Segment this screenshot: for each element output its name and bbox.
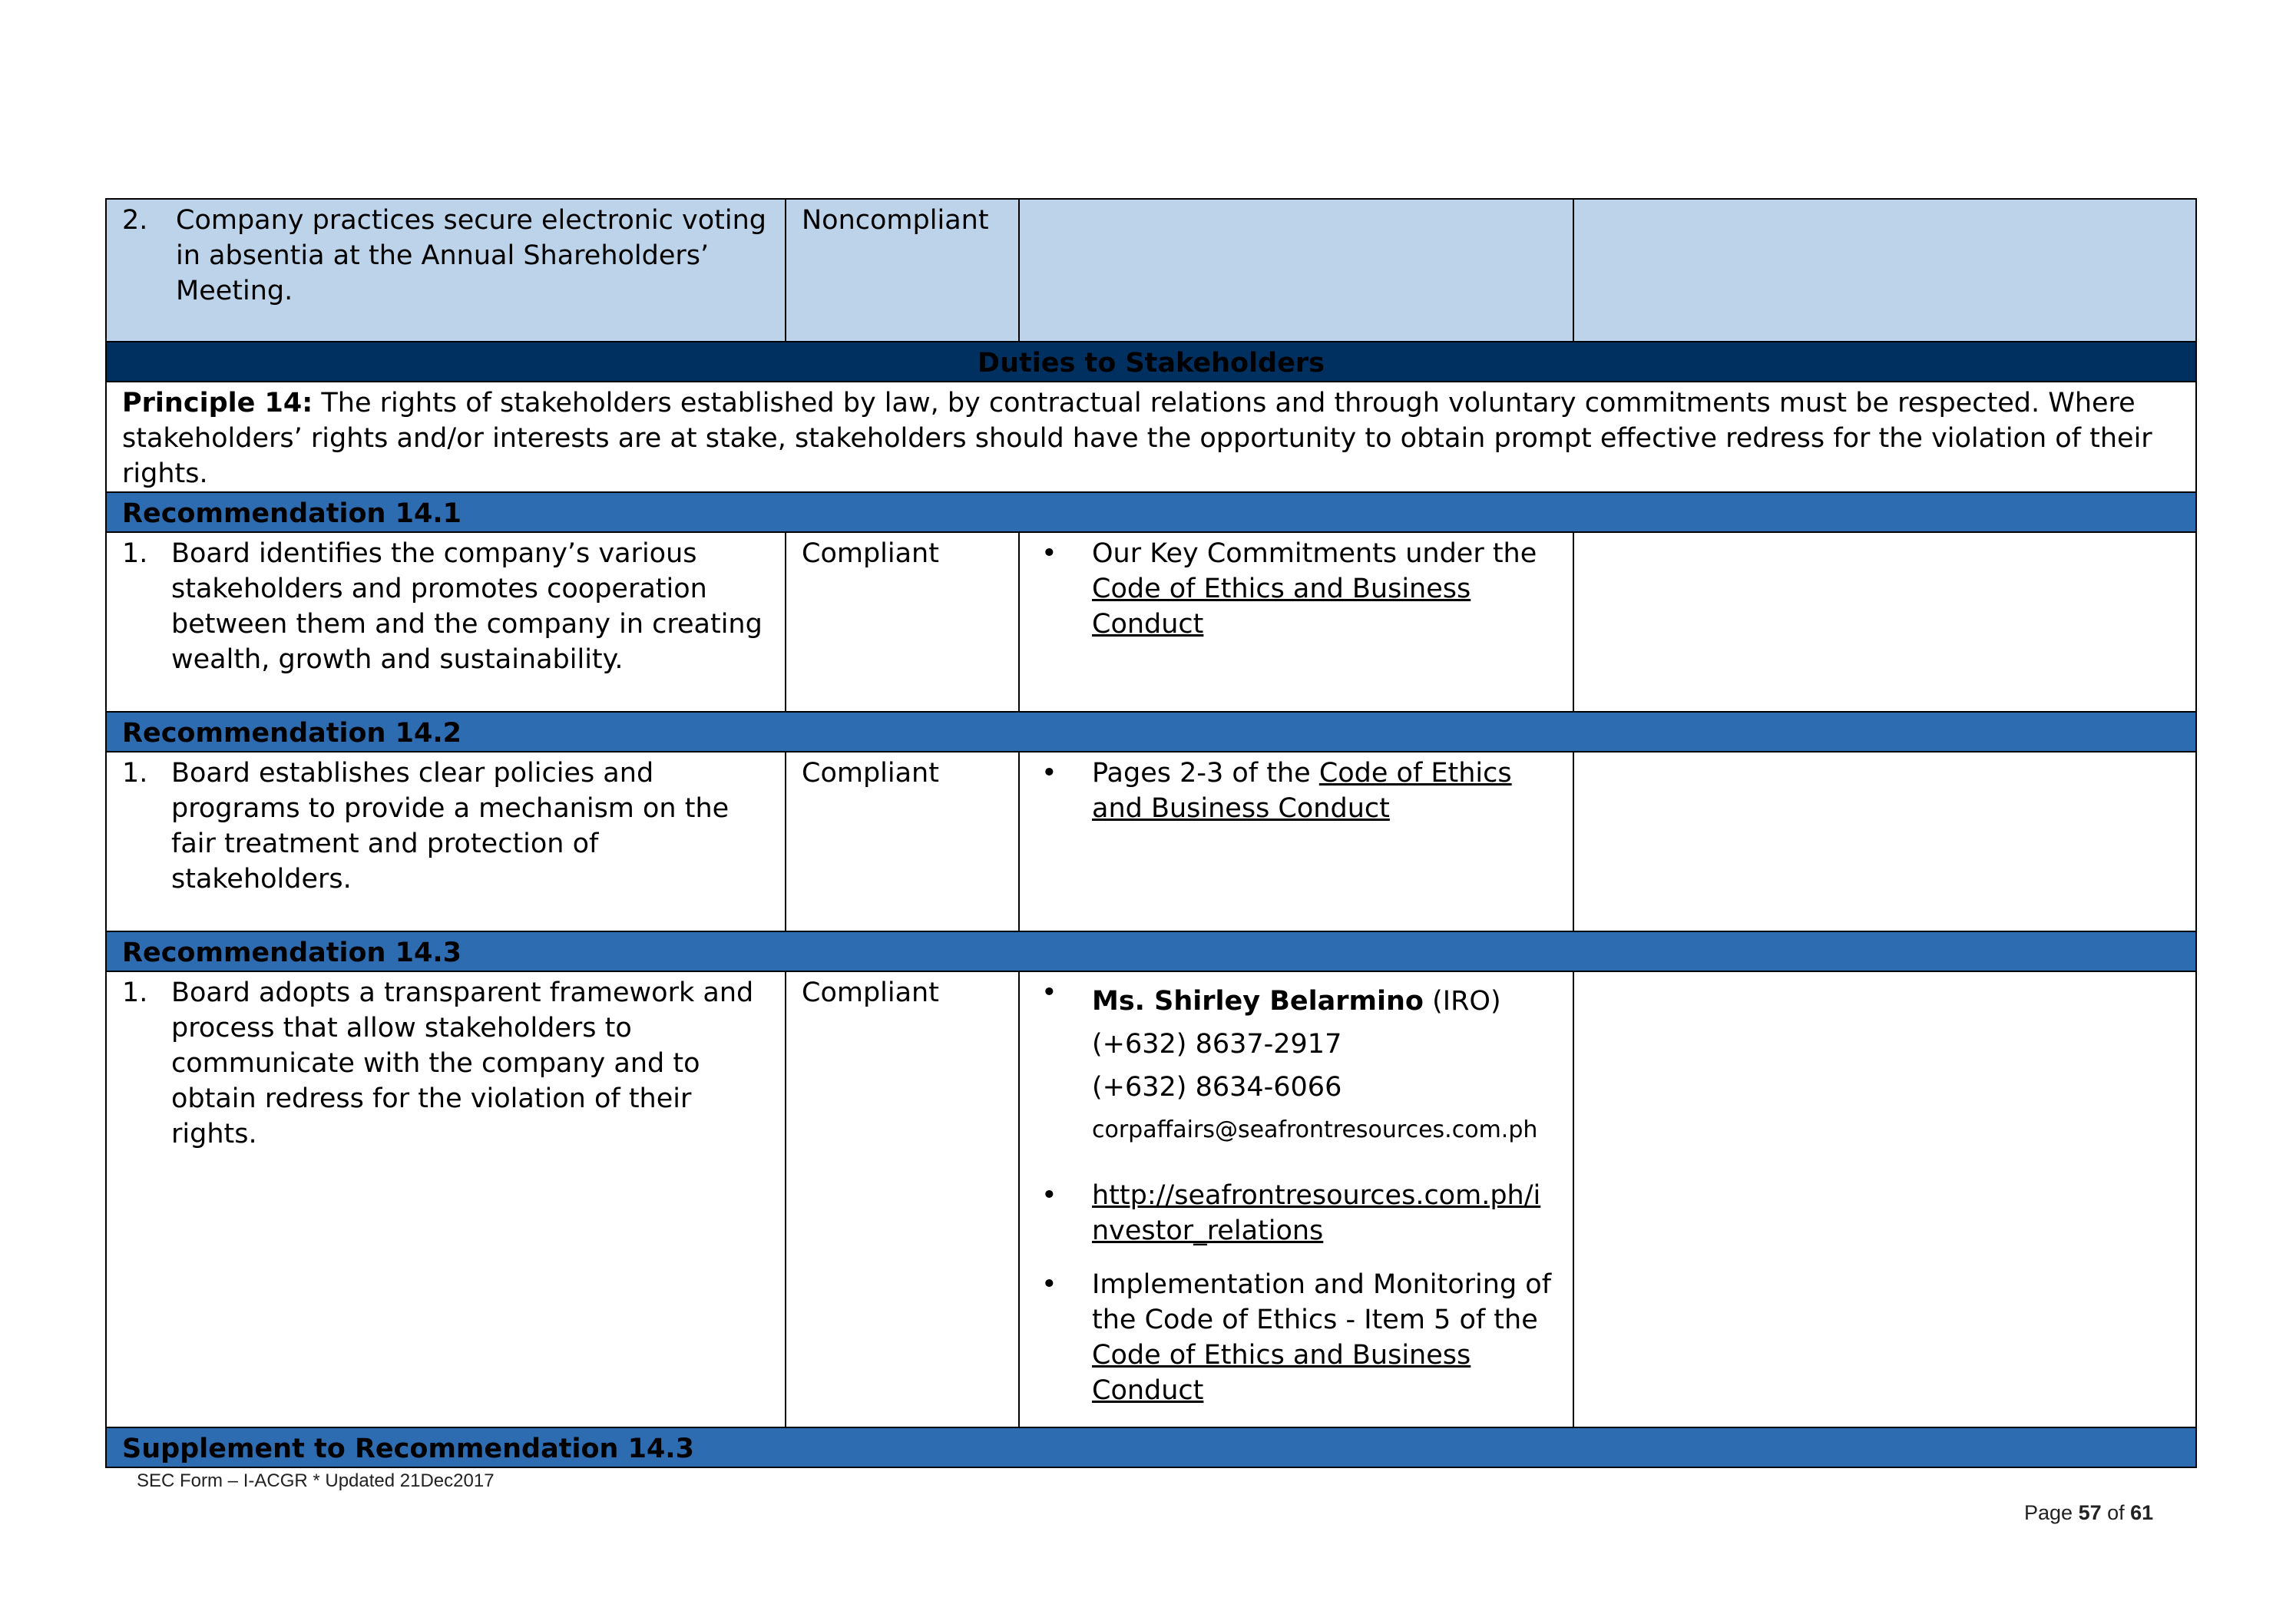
investor-relations-link[interactable]: http://seafrontresources.com.ph/investor_relations	[1092, 1180, 1541, 1246]
item-text: Board establishes clear policies and programs to provide a mechanism on the fair treatment and protection of stakeholders.	[171, 758, 729, 895]
evidence-cell	[1019, 199, 1573, 342]
url-item	[1035, 1178, 1557, 1249]
code-of-ethics-link[interactable]: Code of Ethics and Business Conduct	[1092, 574, 1471, 640]
principle-text: The rights of stakeholders established by law, by contractual relations and through voluntary commitments must be respected. Where stakeholders’ rights and/or interests are at stake, stakeholders should have the opportunity to obtain prompt effective redress for the violation of their rights.	[122, 388, 2152, 489]
table-row	[106, 752, 2196, 931]
evidence-item	[1035, 536, 1557, 642]
evidence-text: Our Key Commitments under the	[1092, 538, 1537, 569]
recommendation-cell	[106, 532, 786, 712]
code-of-ethics-link[interactable]: Code of Ethics and Business Conduct	[1092, 1340, 1471, 1406]
phone-1: (+632) 8637-2917	[1092, 1029, 1342, 1060]
page-total: 61	[2130, 1501, 2154, 1524]
status-cell: Compliant	[786, 752, 1019, 931]
evidence-text: Pages 2-3 of the	[1092, 758, 1319, 789]
explanation-cell	[1573, 199, 2196, 342]
principle-cell	[106, 382, 2196, 492]
compliance-table	[105, 198, 2197, 1468]
recommendation-heading: Recommendation 14.2	[106, 712, 2196, 752]
implementation-item	[1035, 1267, 1557, 1408]
page-current: 57	[2078, 1501, 2102, 1524]
recommendation-band	[106, 712, 2196, 752]
evidence-item	[1035, 756, 1557, 826]
explanation-cell	[1573, 752, 2196, 931]
status-cell: Compliant	[786, 532, 1019, 712]
principle-row	[106, 382, 2196, 492]
page-word: Page	[2024, 1501, 2079, 1524]
recommendation-band	[106, 1427, 2196, 1467]
evidence-cell	[1019, 971, 1573, 1427]
recommendation-cell	[106, 971, 786, 1427]
item-number: 1.	[122, 758, 148, 789]
evidence-cell	[1019, 752, 1573, 931]
section-title: Duties to Stakeholders	[106, 342, 2196, 382]
table-row	[106, 971, 2196, 1427]
implementation-text: Implementation and Monitoring of the Code of Ethics - Item 5 of the	[1092, 1269, 1552, 1335]
evidence-cell	[1019, 532, 1573, 712]
table-row	[106, 199, 2196, 342]
status-cell: Noncompliant	[786, 199, 1019, 342]
supplement-heading: Supplement to Recommendation 14.3	[106, 1427, 2196, 1467]
contact-email[interactable]: corpaffairs@seafrontresources.com.ph	[1092, 1116, 1538, 1143]
recommendation-cell	[106, 752, 786, 931]
contact-role: (IRO)	[1423, 986, 1501, 1017]
item-text: Company practices secure electronic voting in absentia at the Annual Shareholders’ Meeting.	[176, 205, 767, 306]
explanation-cell	[1573, 532, 2196, 712]
code-of-ethics-link[interactable]: Code of Ethics and Business Conduct	[1092, 758, 1512, 824]
recommendation-cell	[106, 199, 786, 342]
item-number: 1.	[122, 538, 148, 569]
table-row	[106, 532, 2196, 712]
contact-item	[1035, 975, 1557, 1152]
recommendation-heading: Recommendation 14.3	[106, 931, 2196, 971]
section-band	[106, 342, 2196, 382]
recommendation-band	[106, 492, 2196, 532]
explanation-cell	[1573, 971, 2196, 1427]
recommendation-band	[106, 931, 2196, 971]
status-cell: Compliant	[786, 971, 1019, 1427]
page-number	[2024, 1501, 2153, 1525]
contact-name-line	[1092, 980, 1557, 1023]
item-text: Board identifies the company’s various stakeholders and promotes cooperation between them and the company in creating wealth, growth and sustainability.	[171, 538, 763, 675]
page-of: of	[2101, 1501, 2131, 1524]
item-number: 2.	[122, 205, 148, 236]
contact-name: Ms. Shirley Belarmino	[1092, 986, 1424, 1017]
phone-2: (+632) 8634-6066	[1092, 1072, 1342, 1103]
principle-label: Principle 14:	[122, 388, 313, 418]
form-footer: SEC Form – I-ACGR * Updated 21Dec2017	[137, 1470, 495, 1491]
item-text: Board adopts a transparent framework and process that allow stakeholders to communicate with the company and to obtain redress for the violation of their rights.	[171, 977, 754, 1149]
item-number: 1.	[122, 977, 148, 1008]
recommendation-heading: Recommendation 14.1	[106, 492, 2196, 532]
